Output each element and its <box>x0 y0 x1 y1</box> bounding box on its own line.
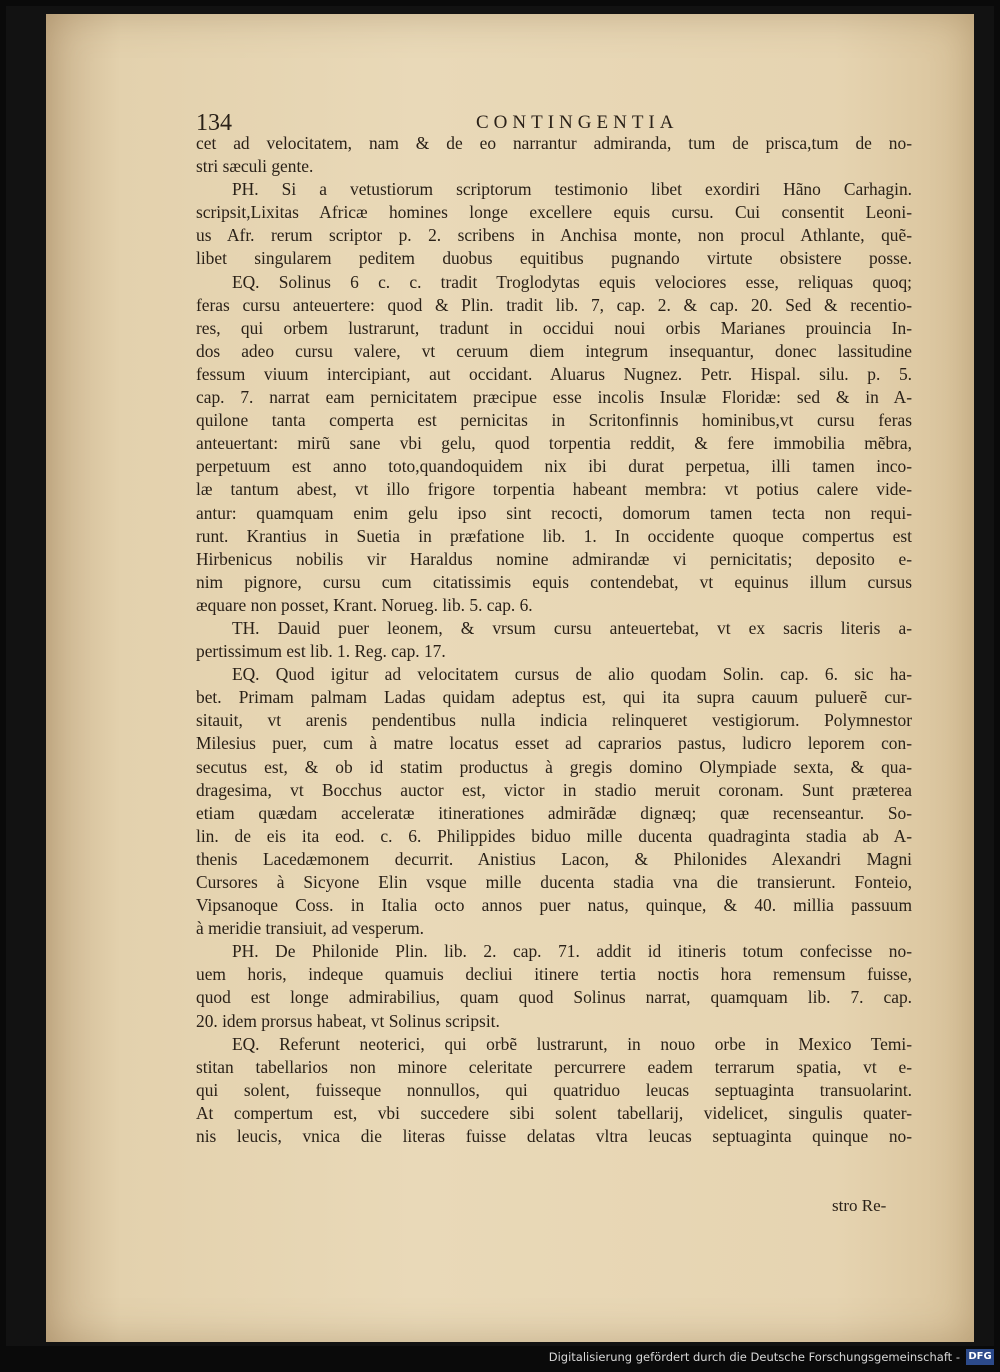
page-number: 134 <box>196 110 232 136</box>
text-line: stri sæculi gente. <box>196 156 314 177</box>
text-line: feras cursu anteuertere: quod & Plin. tradit lib. 7, cap. 2. & cap. 20. Sed & recentio- <box>196 294 912 315</box>
text-line: qui solent, fuisseque nonnullos, qui quatriduo leucas septuaginta transuolarint. <box>196 1079 912 1100</box>
text-line: etiam quædam acceleratæ itinerationes admirãdæ dignæq; quæ recenseantur. So- <box>196 802 912 823</box>
text-line: antur: quamquam enim gelu ipso sint recocti, domorum tamen tecta non requi- <box>196 502 912 523</box>
text-line: us Afr. rerum scriptor p. 2. scribens in Anchisa monte, non procul Athlante, quẽ- <box>196 225 912 246</box>
text-line: scripsit,Lixitas Africæ homines longe excellere equis cursu. Cui consentit Leoni- <box>196 202 912 223</box>
text-line: runt. Krantius in Suetia in præfatione lib. 1. In occidente quoque compertus est <box>196 525 912 546</box>
text-line: Milesius puer, cum à matre locatus esset ad caprarios pastus, ludicro leporem con- <box>196 733 912 754</box>
text-line: æquare non posset, Krant. Norueg. lib. 5. cap. 6. <box>196 594 533 615</box>
text-line: nis leucis, vnica die literas fuisse delatas vltra leucas septuaginta quinque no- <box>196 1126 912 1147</box>
text-line: anteuertant: mirũ sane vbi gelu, quod torpentia reddit, & fere immobilia mẽbra, <box>196 433 912 454</box>
text-line: Vipsanoque Coss. in Italia octo annos puer natus, quinque, & 40. millia passuum <box>196 895 912 916</box>
text-line: quod est longe admirabilius, quam quod Solinus narrat, quamquam lib. 7. cap. <box>196 987 912 1008</box>
text-line: EQ. Quod igitur ad velocitatem cursus de alio quodam Solin. cap. 6. sic ha- <box>232 664 912 685</box>
running-title: CONTINGENTIA <box>476 112 679 133</box>
text-line: quilone tanta comperta est pernicitas in Scritonfinnis hominibus,vt cursu feras <box>196 410 912 431</box>
text-line: uem horis, indeque quamuis decliui itinere tertia noctis hora remensum fuisse, <box>196 964 912 985</box>
body-text <box>196 132 912 1148</box>
text-line: dragesima, vt Bocchus auctor est, victor in stadio meruit coronam. Sunt præterea <box>196 779 912 800</box>
text-line: At compertum est, vbi succedere sibi solent tabellarij, videlicet, singulis quater- <box>196 1102 912 1123</box>
text-line: à meridie transiuit, ad vesperum. <box>196 918 424 939</box>
text-line: lin. de eis ita eod. c. 6. Philippides biduo mille ducenta quadraginta stadia ab A- <box>196 825 912 846</box>
text-line: Cursores à Sicyone Elin vsque mille ducenta stadia vna die transierunt. Fonteio, <box>196 872 912 892</box>
text-line: PH. Si a vetustiorum scriptorum testimonio libet exordiri Hãno Carhagin. <box>232 179 912 200</box>
text-line: TH. Dauid puer leonem, & vrsum cursu anteuertebat, vt ex sacris literis a- <box>232 617 912 638</box>
text-line: PH. De Philonide Plin. lib. 2. cap. 71. addit id itineris totum confecisse no- <box>232 941 912 962</box>
funding-credit: Digitalisierung gefördert durch die Deutsche Forschungsgemeinschaft - <box>548 1350 960 1364</box>
text-line: res, qui orbem lustrarunt, tradunt in occidui noui orbis Marianes prouincia In- <box>196 317 912 338</box>
text-line: EQ. Referunt neoterici, qui orbẽ lustrarunt, in nouo orbe in Mexico Temi- <box>232 1033 912 1054</box>
text-line: cet ad velocitatem, nam & de eo narrantur admiranda, tum de prisca,tum de no- <box>196 133 912 153</box>
catchword: stro Re- <box>832 1196 887 1215</box>
text-line: bet. Primam palmam Ladas quidam adeptus est, qui ita supra cauum puluerẽ cur- <box>196 687 912 708</box>
text-line: pertissimum est lib. 1. Reg. cap. 17. <box>196 641 446 662</box>
text-line: sitauit, vt arenis pendentibus nulla indicia relinqueret vestigiorum. Polymnestor <box>196 710 912 731</box>
text-line: 20. idem prorsus habeat, vt Solinus scripsit. <box>196 1010 500 1031</box>
text-line: læ tantum abest, vt illo frigore torpentia habeant membra: vt potius calere vide- <box>196 479 912 500</box>
footer-bar <box>0 1346 1000 1372</box>
text-line: cap. 7. narrat eam pernicitatem præcipue esse incolis Insulæ Floridæ: sed & in A- <box>196 387 912 408</box>
text-line: dos adeo cursu valere, vt ceruum diem integrum insequantur, donec lassitudine <box>196 340 912 361</box>
text-line: secutus est, & ob id statim productus à gregis domino Olympiade sexta, & qua- <box>196 756 912 777</box>
text-line: thenis Lacedæmonem decurrit. Anistius Lacon, & Philonides Alexandri Magni <box>196 848 912 869</box>
text-line: stitan tabellarios non minore celeritate percurrere eadem terrarum spatia, vt e- <box>196 1056 912 1077</box>
text-line: Hirbenicus nobilis vir Haraldus nomine admirandæ vi pernicitatis; deposito e- <box>196 548 912 569</box>
dfg-logo-icon: DFG <box>966 1349 994 1365</box>
text-line: fessum viuum intercipiant, aut occidant. Aluarus Nugnez. Petr. Hispal. silu. p. 5. <box>196 363 912 384</box>
text-line: perpetuum est anno toto,quandoquidem nix ibi durat perpetua, illi tamen inco- <box>196 456 912 477</box>
text-line: EQ. Solinus 6 c. c. tradit Troglodytas equis velociores esse, reliquas quoq; <box>232 271 912 292</box>
text-line: nim pignore, cursu cum citatissimis equis contendebat, vt equinus illum cursus <box>196 571 912 592</box>
text-line: libet singularem peditem duobus equitibus pugnando virtute obsistere posse. <box>196 248 912 269</box>
